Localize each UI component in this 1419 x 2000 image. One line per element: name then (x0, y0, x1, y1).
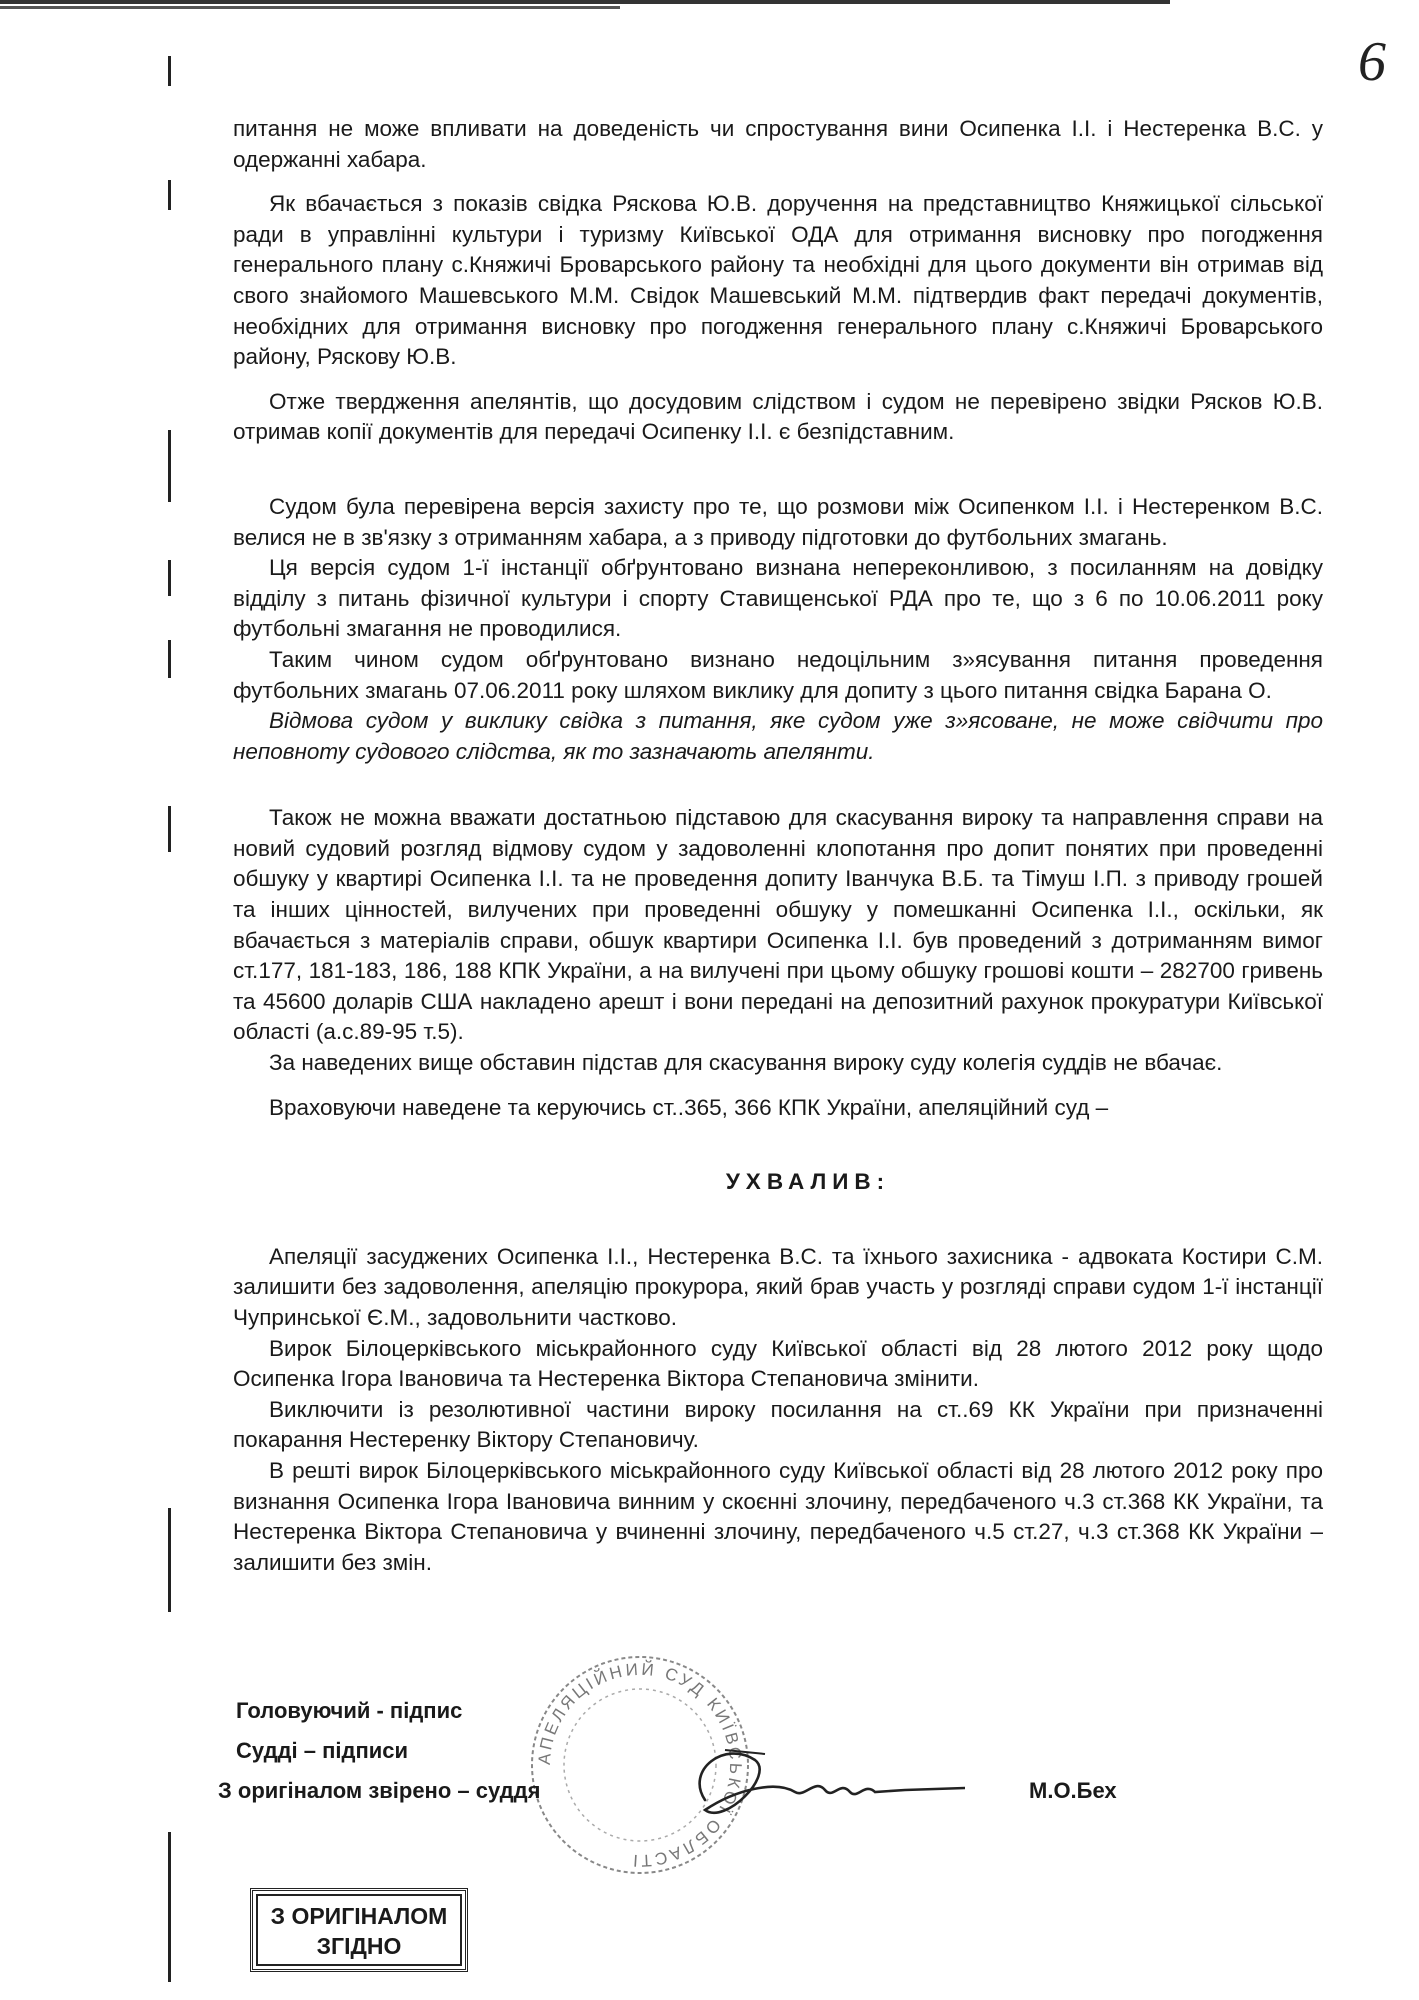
margin-mark (168, 430, 171, 502)
signature-block (218, 1698, 1218, 1818)
page-number: 6 (1358, 31, 1386, 93)
judges-label: Судді – підписи (236, 1738, 409, 1763)
resolution-item: Вирок Білоцерківського міськрайонного суду Київської області від 28 лютого 2012 року щодо Осипенка Ігора Івановича та Нестеренка Віктора Степановича змінити. (233, 1335, 1323, 1392)
margin-mark (168, 1508, 171, 1612)
margin-mark (168, 806, 171, 852)
margin-mark (168, 56, 171, 86)
resolution-item: Виключити із резолютивної частини вироку посилання на ст..69 КК України при призначенні покарання Нестеренку Віктору Степановичу. (233, 1396, 1323, 1453)
paragraph: Отже твердження апелянтів, що досудовим слідством і судом не перевірено звідки Рясков Ю.В. отримав копії документів для передачі Осипенку І.І. є безпідставним. (233, 388, 1323, 445)
stamp-line-2: ЗГІДНО (316, 1933, 402, 1959)
verified-label: З оригіналом звірено – суддя (218, 1778, 541, 1803)
paragraph: питання не може впливати на доведеність чи спростування вини Осипенка І.І. і Нестеренка В.С. у одержанні хабара. (233, 116, 1323, 172)
margin-mark (168, 180, 171, 210)
seal-text: АПЕЛЯЦІЙНИЙ СУД КИЇВСЬКОЇ ОБЛАСТІ (534, 1659, 746, 1871)
document-body (233, 114, 1323, 1578)
margin-mark (168, 640, 171, 678)
paragraph: Таким чином судом обґрунтовано визнано недоцільним з»ясування питання проведення футбольних змагань 07.06.2011 року шляхом виклику для допиту з цього питання свідка Барана О. (233, 646, 1323, 703)
paragraph: Відмова судом у виклику свідка з питання, яке судом уже з»ясоване, не може свідчити про неповноту судового слідства, як то зазначають апелянти. (233, 708, 1323, 764)
resolution-item: Апеляції засуджених Осипенка І.І., Нестеренка В.С. та їхнього захисника - адвоката Костири С.М. залишити без задоволення, апеляцію прокурора, який брав участь у розгляді справи судом 1-ї інстанції Чупринської Є.М., задовольнити частково. (233, 1243, 1323, 1330)
stamp-line-1: З ОРИГІНАЛОМ (270, 1903, 448, 1929)
paragraph: За наведених вище обставин підстав для скасування вироку суду колегія суддів не вбачає. (269, 1050, 1223, 1076)
paragraph: Ця версія судом 1-ї інстанції обґрунтовано визнана непереконливою, з посиланням на довідку відділу з питань фізичної культури і спорту Ставищенської РДА про те, що з 6 по 10.06.2011 року футбольні змагання не проводилися. (233, 555, 1323, 642)
paragraph: Як вбачається з показів свідка Ряскова Ю.В. доручення на представництво Княжицької сільської ради в управлінні культури і туризму Київської ОДА для отримання висновку про погодження генерального плану с.Княжичі Броварського району та необхідні для цього документи він отримав від свого знайомого Машевського М.М. Свідок Машевський М.М. підтвердив факт передачі документів, необхідних для отримання висновку про погодження генерального плану с.Княжичі Броварського району, Ряскову Ю.В. (233, 191, 1323, 370)
original-conformity-stamp (250, 1888, 468, 1972)
scan-top-border (0, 0, 1419, 10)
paragraph: Враховуючи наведене та керуючись ст..365, 366 КПК України, апеляційний суд – (269, 1094, 1109, 1120)
paragraph: Судом була перевірена версія захисту про те, що розмови між Осипенком І.І. і Нестеренком В.С. велися не в зв'язку з отриманням хабара, а з приводу підготовки до футбольних змагань. (233, 493, 1323, 550)
paragraph: Також не можна вважати достатньою підставою для скасування вироку та направлення справи на новий судовий розгляд відмову судом у задоволенні клопотання про допит понятих при проведенні обшуку у квартирі Осипенка І.І. та не проведення допиту Іванчука В.Б. та Тімуш І.П. з приводу грошей та інших цінностей, вилучених при проведенні обшуку у помешканні Осипенка І.І., оскільки, як вбачається з матеріалів справи, обшук квартири Осипенка І.І. був проведений з дотриманням вимог ст.177, 181-183, 186, 188 КПК України, а на вилучені при цьому обшуку грошові кошти – 282700 гривень та 45600 доларів США накладено арешт і вони передані на депозитний рахунок прокуратури Київської області (а.с.89-95 т.5). (233, 805, 1323, 1045)
judge-name: М.О.Бех (1029, 1778, 1117, 1803)
resolution-heading: УХВАЛИВ: (725, 1169, 891, 1195)
margin-mark (168, 560, 171, 596)
presiding-label: Головуючий - підпис (236, 1698, 463, 1723)
margin-mark (168, 1832, 171, 1982)
resolution-item: В решті вирок Білоцерківського міськрайонного суду Київської області від 28 лютого 2012 року про визнання Осипенка Ігора Івановича винним у скоєнні злочину, передбаченого ч.3 ст.368 КК України, та Нестеренка Віктора Степановича у вчиненні злочину, передбаченого ч.5 ст.27, ч.3 ст.368 КК України – залишити без змін. (233, 1457, 1323, 1575)
